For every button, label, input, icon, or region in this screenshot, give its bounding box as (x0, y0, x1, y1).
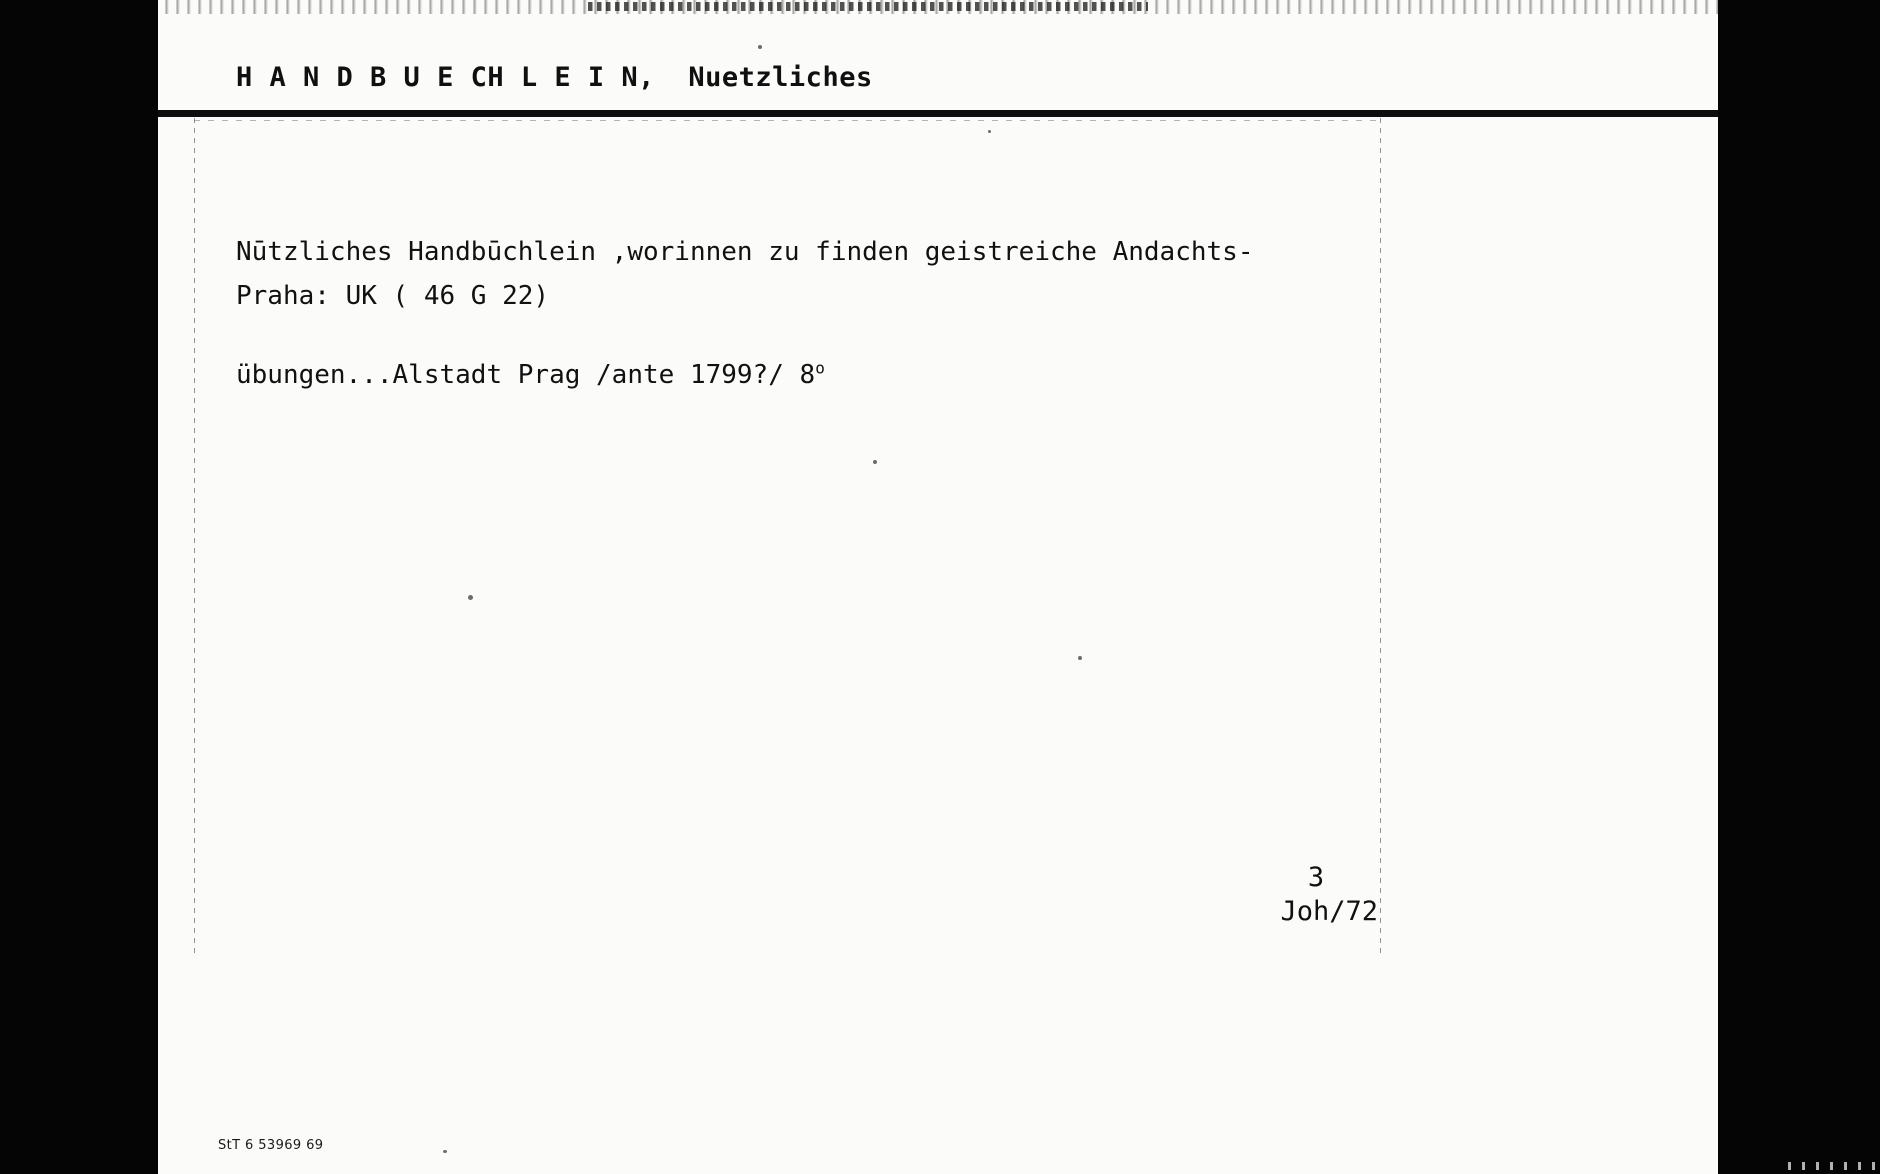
entry-title-line-1: Nūtzliches Handbūchlein ,worinnen zu finden geistreiche Andachts- (236, 237, 1254, 267)
scan-speck (988, 130, 991, 133)
scan-bottom-tick-marks (1788, 1162, 1878, 1170)
cataloger-initials-year: Joh/72 (1280, 896, 1378, 927)
scan-border-left (0, 0, 158, 1174)
card-header-title: H A N D B U E CH L E I N, Nuetzliches (236, 62, 873, 93)
card-page-number: 3 (1307, 862, 1325, 893)
entry-title-line-2-text: übungen...Alstadt Prag /ante 1799?/ 8 (236, 360, 816, 390)
form-top-dotted-rule (194, 120, 1382, 121)
scan-noise-band-secondary (588, 2, 1148, 11)
holding-library-shelfmark: Praha: UK ( 46 G 22) (236, 281, 550, 311)
scan-speck (873, 460, 877, 464)
entry-title-line-2 (236, 355, 1396, 396)
form-code-footer: StT 6 53969 69 (218, 1138, 324, 1153)
scan-speck (1078, 656, 1082, 660)
format-superscript-octavo: o (815, 358, 825, 378)
scan-speck (758, 45, 762, 49)
header-divider-rule (158, 110, 1718, 117)
catalog-card (158, 0, 1718, 1174)
form-left-dotted-guide (194, 118, 195, 953)
scan-border-right (1718, 0, 1880, 1174)
entry-text-block (236, 150, 1396, 478)
scan-speck (443, 1150, 447, 1153)
scan-speck (468, 595, 473, 600)
